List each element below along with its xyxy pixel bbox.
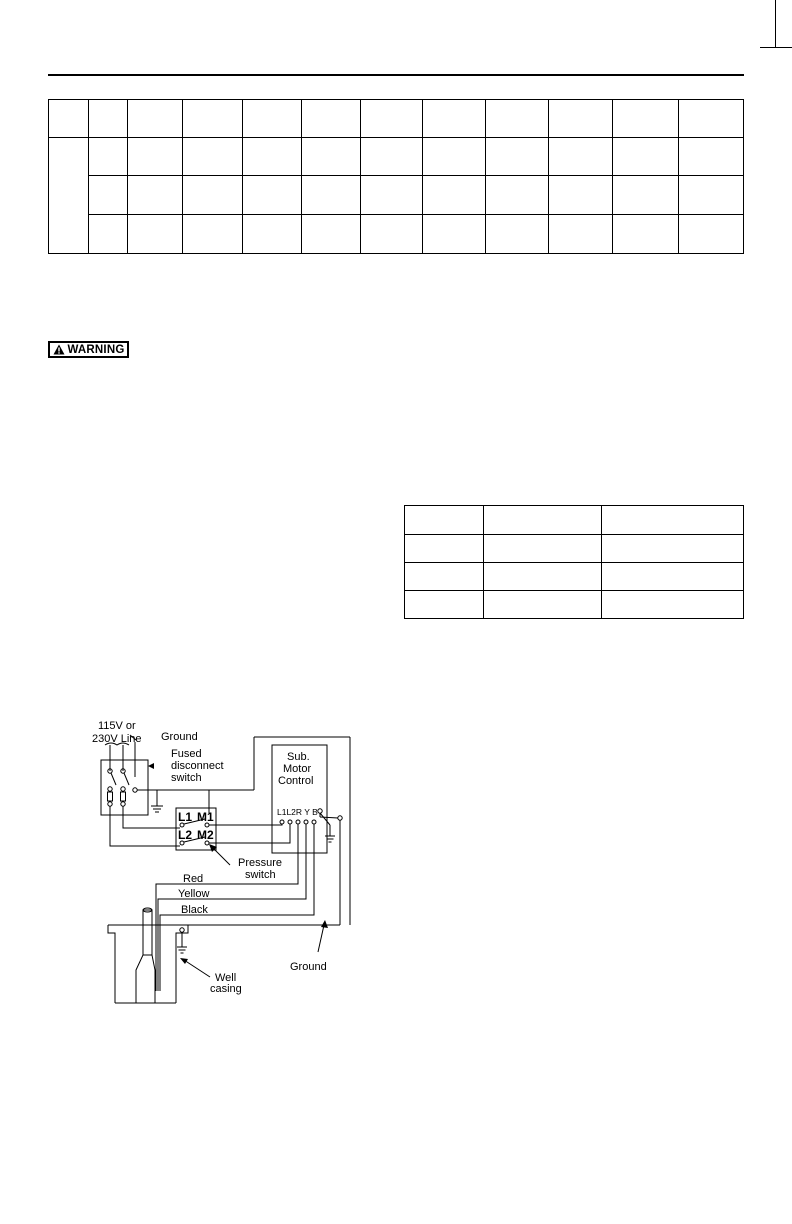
wire-red-label: Red — [183, 873, 204, 885]
table-cell — [549, 138, 613, 176]
table-cell — [242, 176, 301, 215]
table-cell — [301, 215, 360, 254]
table-cell — [242, 100, 301, 138]
table-row — [49, 138, 744, 176]
table-cell — [483, 535, 602, 563]
table-cell — [613, 138, 679, 176]
table-cell — [88, 100, 127, 138]
ground-label-top: Ground — [161, 731, 198, 743]
submersible-pump — [136, 955, 155, 1003]
table-cell — [127, 215, 182, 254]
ps-l1-label: L1 — [178, 810, 193, 824]
table-cell — [405, 563, 484, 591]
table-cell — [242, 215, 301, 254]
table-cell — [360, 176, 423, 215]
table-cell — [360, 215, 423, 254]
table-cell — [88, 215, 127, 254]
table-cell — [360, 100, 423, 138]
table-cell — [549, 176, 613, 215]
wire-black-label: Black — [181, 904, 208, 916]
table-cell — [182, 100, 242, 138]
table-cell — [127, 176, 182, 215]
fused-label-1: Fused — [171, 748, 202, 760]
table-row — [49, 176, 744, 215]
wire-size-table — [48, 99, 744, 254]
well-casing — [108, 925, 115, 1003]
table-cell — [423, 100, 486, 138]
table-cell — [182, 138, 242, 176]
table-cell — [49, 138, 89, 254]
table-cell — [127, 138, 182, 176]
table-cell — [679, 176, 744, 215]
line-voltage-label-1: 115V or — [98, 720, 136, 732]
crop-mark-vertical — [775, 0, 776, 48]
table-cell — [423, 138, 486, 176]
table-cell — [88, 176, 127, 215]
table-cell — [602, 591, 744, 619]
terminal-labels: L1L2R Y B — [277, 807, 318, 817]
specification-table — [404, 505, 744, 619]
table-cell — [486, 215, 549, 254]
table-cell — [88, 138, 127, 176]
table-cell — [182, 176, 242, 215]
table-cell — [301, 100, 360, 138]
table-cell — [613, 100, 679, 138]
control-label-2: Motor — [283, 763, 312, 775]
table-cell — [549, 100, 613, 138]
table-cell — [486, 176, 549, 215]
ground-label-bottom: Ground — [290, 961, 327, 973]
table-cell — [242, 138, 301, 176]
table-row — [405, 591, 744, 619]
wiring-diagram — [70, 715, 360, 1015]
ps-m2-label: M2 — [197, 828, 214, 842]
ps-m1-label: M1 — [197, 810, 214, 824]
table-cell — [301, 138, 360, 176]
control-label-3: Control — [278, 775, 314, 787]
table-cell — [602, 563, 744, 591]
table-cell — [360, 138, 423, 176]
table-cell — [405, 591, 484, 619]
table-cell — [486, 100, 549, 138]
table-row — [405, 535, 744, 563]
table-cell — [423, 215, 486, 254]
warning-text: WARNING — [67, 343, 125, 356]
table-cell — [182, 215, 242, 254]
fused-label-2: disconnect — [171, 760, 224, 772]
table-cell — [679, 215, 744, 254]
table-cell — [405, 506, 484, 535]
table-cell — [613, 215, 679, 254]
crop-mark-horizontal — [760, 47, 792, 48]
ps-l2-label: L2 — [178, 828, 193, 842]
warning-triangle-icon — [53, 344, 65, 355]
table-cell — [423, 176, 486, 215]
warning-label — [48, 341, 129, 358]
table-header-row — [49, 100, 744, 138]
table-header-row — [405, 506, 744, 535]
well-label-2: casing — [210, 983, 242, 995]
wire-yellow-label: Yellow — [178, 888, 210, 900]
table-row — [405, 563, 744, 591]
table-cell — [301, 176, 360, 215]
table-cell — [613, 176, 679, 215]
fused-label-3: switch — [171, 772, 202, 784]
table-cell — [405, 535, 484, 563]
pressure-label-2: switch — [245, 869, 276, 881]
header-rule — [48, 74, 744, 76]
table-cell — [483, 591, 602, 619]
table-row — [49, 215, 744, 254]
table-cell — [483, 506, 602, 535]
line-voltage-label-2: 230V Line — [92, 733, 142, 745]
table-cell — [49, 100, 89, 138]
pressure-label-1: Pressure — [238, 857, 283, 869]
table-cell — [679, 138, 744, 176]
table-cell — [127, 100, 182, 138]
table-cell — [602, 506, 744, 535]
drop-pipe — [143, 910, 152, 955]
table-cell — [602, 535, 744, 563]
table-cell — [549, 215, 613, 254]
table-cell — [486, 138, 549, 176]
well-label-1: Well — [215, 972, 237, 984]
table-cell — [483, 563, 602, 591]
control-label-1: Sub. — [287, 751, 310, 763]
table-cell — [679, 100, 744, 138]
